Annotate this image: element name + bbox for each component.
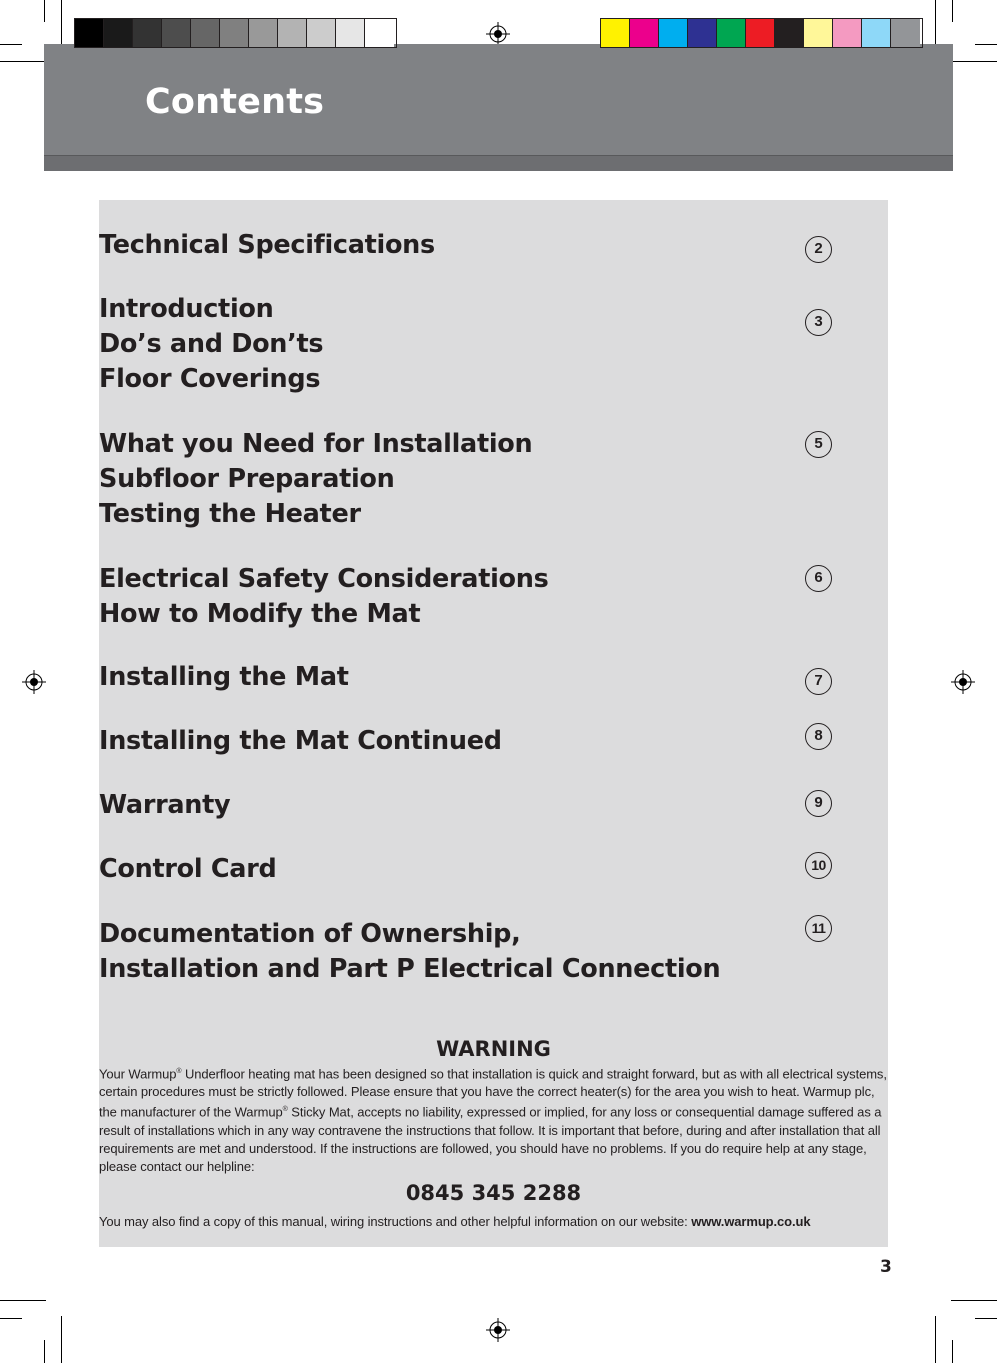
header-band-shadow xyxy=(44,155,953,171)
toc-entry[interactable] xyxy=(99,427,532,532)
crop-mark xyxy=(0,44,22,45)
toc-page-number: 2 xyxy=(805,236,832,263)
toc-entry-title: How to Modify the Mat xyxy=(99,599,421,629)
toc-page-number: 11 xyxy=(805,915,832,942)
toc-entry[interactable] xyxy=(99,228,435,263)
grayscale-color-bar xyxy=(74,18,397,48)
warning-text-1: Underfloor heating mat has been designed so that installation is quick and straight forward, but as with all electrical systems, certain procedures must be strictly followed. Please ensure that you have the correct heater(s) for the area you wish to heat. Warmup plc, the manufacturer of the Warmup xyxy=(99,1066,887,1120)
website-text: You may also find a copy of this manual, wiring instructions and other helpful information on our website: xyxy=(99,1214,692,1229)
color-swatch xyxy=(336,19,365,47)
crop-mark xyxy=(0,61,46,62)
color-swatch xyxy=(775,19,804,47)
toc-entry-title: Electrical Safety Considerations xyxy=(99,564,549,594)
toc-page-number: 7 xyxy=(805,668,832,695)
toc-entry[interactable] xyxy=(99,292,323,397)
crop-mark xyxy=(935,0,936,46)
toc-entry[interactable] xyxy=(99,562,549,632)
website-line xyxy=(99,1214,888,1229)
color-swatch xyxy=(804,19,833,47)
crop-mark xyxy=(951,1300,997,1301)
crop-mark xyxy=(61,0,62,46)
website-link[interactable]: www.warmup.co.uk xyxy=(691,1214,811,1229)
toc-page-number: 10 xyxy=(805,852,832,879)
registration-target-icon xyxy=(486,1318,510,1342)
color-swatch xyxy=(862,19,891,47)
toc-entry-title: Installation and Part P Electrical Connection xyxy=(99,954,721,984)
color-swatch xyxy=(717,19,746,47)
toc-entry-title: What you Need for Installation xyxy=(99,429,533,459)
crop-mark xyxy=(975,44,997,45)
color-swatch xyxy=(630,19,659,47)
warning-text-2: Sticky Mat, accepts no liability, expressed or implied, for any loss or consequential damage suffered as a result of installations which in any way contravene the instructions that follow. It is important that before, during and after installation that all requirements are met and understood. If the instructions are followed, you should have no problems. If you do require help at any stage, please contact our helpline: xyxy=(99,1104,882,1174)
toc-page-number: 6 xyxy=(805,565,832,592)
page-title: Contents xyxy=(145,82,325,122)
color-swatch xyxy=(162,19,191,47)
toc-entry-title: Subfloor Preparation xyxy=(99,464,395,494)
crop-mark xyxy=(44,0,45,22)
color-swatch xyxy=(659,19,688,47)
toc-entry[interactable] xyxy=(99,788,230,823)
crop-mark xyxy=(952,0,953,22)
color-swatch xyxy=(249,19,278,47)
color-swatch xyxy=(191,19,220,47)
toc-entry[interactable] xyxy=(99,724,502,759)
color-swatch xyxy=(891,19,920,47)
toc-entry[interactable] xyxy=(99,852,276,887)
registration-target-icon xyxy=(22,670,46,694)
warning-heading: WARNING xyxy=(436,1037,551,1061)
color-swatch xyxy=(278,19,307,47)
toc-page-number: 5 xyxy=(805,431,832,458)
color-swatch xyxy=(601,19,630,47)
toc-entry-title: Technical Specifications xyxy=(99,230,435,260)
crop-mark xyxy=(952,1340,953,1363)
warning-brand: Your Warmup xyxy=(99,1066,177,1082)
crop-mark xyxy=(0,1318,22,1319)
color-swatch xyxy=(307,19,336,47)
registered-mark: ® xyxy=(282,1106,288,1114)
toc-entry-title: Installing the Mat xyxy=(99,662,349,692)
warning-body xyxy=(99,1063,888,1176)
registered-mark: ® xyxy=(176,1068,182,1075)
toc-entry-title: Do’s and Don’ts xyxy=(99,329,324,359)
toc-page-number: 9 xyxy=(805,790,832,817)
toc-entry[interactable] xyxy=(99,660,349,695)
color-swatch xyxy=(688,19,717,47)
toc-entry-title: Testing the Heater xyxy=(99,499,361,529)
registration-target-icon xyxy=(486,22,510,46)
process-color-bar xyxy=(600,18,923,48)
toc-entry[interactable] xyxy=(99,917,720,987)
color-swatch xyxy=(133,19,162,47)
color-swatch xyxy=(746,19,775,47)
crop-mark xyxy=(951,61,997,62)
registration-target-icon xyxy=(951,670,975,694)
toc-entry-title: Warranty xyxy=(99,790,231,820)
crop-mark xyxy=(61,1316,62,1363)
helpline-number: 0845 345 2288 xyxy=(405,1181,582,1205)
crop-mark xyxy=(44,1340,45,1363)
color-swatch xyxy=(365,19,394,47)
color-swatch xyxy=(104,19,133,47)
toc-entry-title: Documentation of Ownership, xyxy=(99,919,521,949)
color-swatch xyxy=(220,19,249,47)
crop-mark xyxy=(935,1316,936,1363)
crop-mark xyxy=(975,1318,997,1319)
color-swatch xyxy=(833,19,862,47)
toc-entry-title: Floor Coverings xyxy=(99,364,321,394)
toc-entry-title: Introduction xyxy=(99,294,274,324)
color-swatch xyxy=(75,19,104,47)
toc-page-number: 3 xyxy=(805,309,832,336)
toc-entry-title: Control Card xyxy=(99,854,277,884)
crop-mark xyxy=(0,1300,46,1301)
toc-page-number: 8 xyxy=(805,723,832,750)
page-number: 3 xyxy=(880,1257,892,1277)
toc-entry-title: Installing the Mat Continued xyxy=(99,726,502,756)
